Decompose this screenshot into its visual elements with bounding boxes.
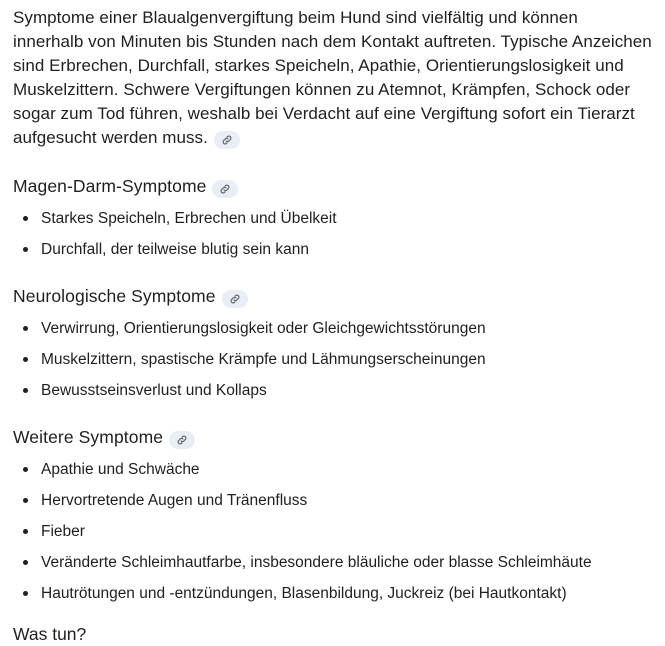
section-source-link[interactable] — [212, 180, 238, 198]
section-heading-neuro: Neurologische Symptome — [13, 284, 653, 308]
list-item: Starkes Speicheln, Erbrechen und Übelkeit — [13, 208, 653, 239]
bullet-dot — [23, 591, 28, 596]
bullet-dot — [23, 498, 28, 503]
bullet-dot — [23, 326, 28, 331]
link-icon — [221, 134, 233, 146]
section-gastro — [13, 174, 653, 270]
list-item: Hervortretende Augen und Tränenfluss — [13, 490, 653, 521]
next-section-heading: Was tun? — [13, 624, 87, 644]
bullet-list — [13, 208, 653, 270]
bullet-dot — [23, 357, 28, 362]
list-item: Muskelzittern, spastische Krämpfe und Lähmungserscheinungen — [13, 349, 653, 380]
list-item: Hautrötungen und -entzündungen, Blasenbildung, Juckreiz (bei Hautkontakt) — [13, 583, 653, 614]
bullet-list — [13, 318, 653, 411]
list-item: Fieber — [13, 521, 653, 552]
section-source-link[interactable] — [169, 431, 195, 449]
list-item: Durchfall, der teilweise blutig sein kann — [13, 239, 653, 270]
section-heading-other: Weitere Symptome — [13, 425, 653, 449]
list-item: Bewusstseinsverlust und Kollaps — [13, 380, 653, 411]
answer-content — [13, 6, 653, 150]
link-icon — [219, 183, 231, 195]
bullet-dot — [23, 560, 28, 565]
list-item: Veränderte Schleimhautfarbe, insbesondere bläuliche oder blasse Schleimhäute — [13, 552, 653, 583]
bullet-dot — [23, 467, 28, 472]
link-icon — [176, 434, 188, 446]
section-source-link[interactable] — [222, 290, 248, 308]
section-neuro — [13, 284, 653, 411]
bullet-dot — [23, 388, 28, 393]
intro-source-link[interactable] — [214, 131, 240, 149]
link-icon — [229, 293, 241, 305]
intro-paragraph — [13, 6, 653, 150]
bullet-dot — [23, 216, 28, 221]
bullet-dot — [23, 529, 28, 534]
list-item: Verwirrung, Orientierungslosigkeit oder Gleichgewichtsstörungen — [13, 318, 653, 349]
intro-text: Symptome einer Blaualgenvergiftung beim Hund sind vielfältig und können innerhalb von Minuten bis Stunden nach dem Kontakt auftreten. Typische Anzeichen sind Erbrechen, Durchfall, starkes Speicheln, Apathie, Orientierungslosigkeit und Muskelzittern. Schwere Vergiftungen können zu Atemnot, Krämpfen, Schock oder sogar zum Tod führen, weshalb bei Verdacht auf eine Vergiftung sofort ein Tierarzt aufgesucht werden muss. — [13, 8, 652, 147]
section-heading-gastro: Magen-Darm-Symptome — [13, 174, 653, 198]
bullet-list — [13, 459, 653, 614]
bullet-dot — [23, 247, 28, 252]
section-other — [13, 425, 653, 614]
list-item: Apathie und Schwäche — [13, 459, 653, 490]
